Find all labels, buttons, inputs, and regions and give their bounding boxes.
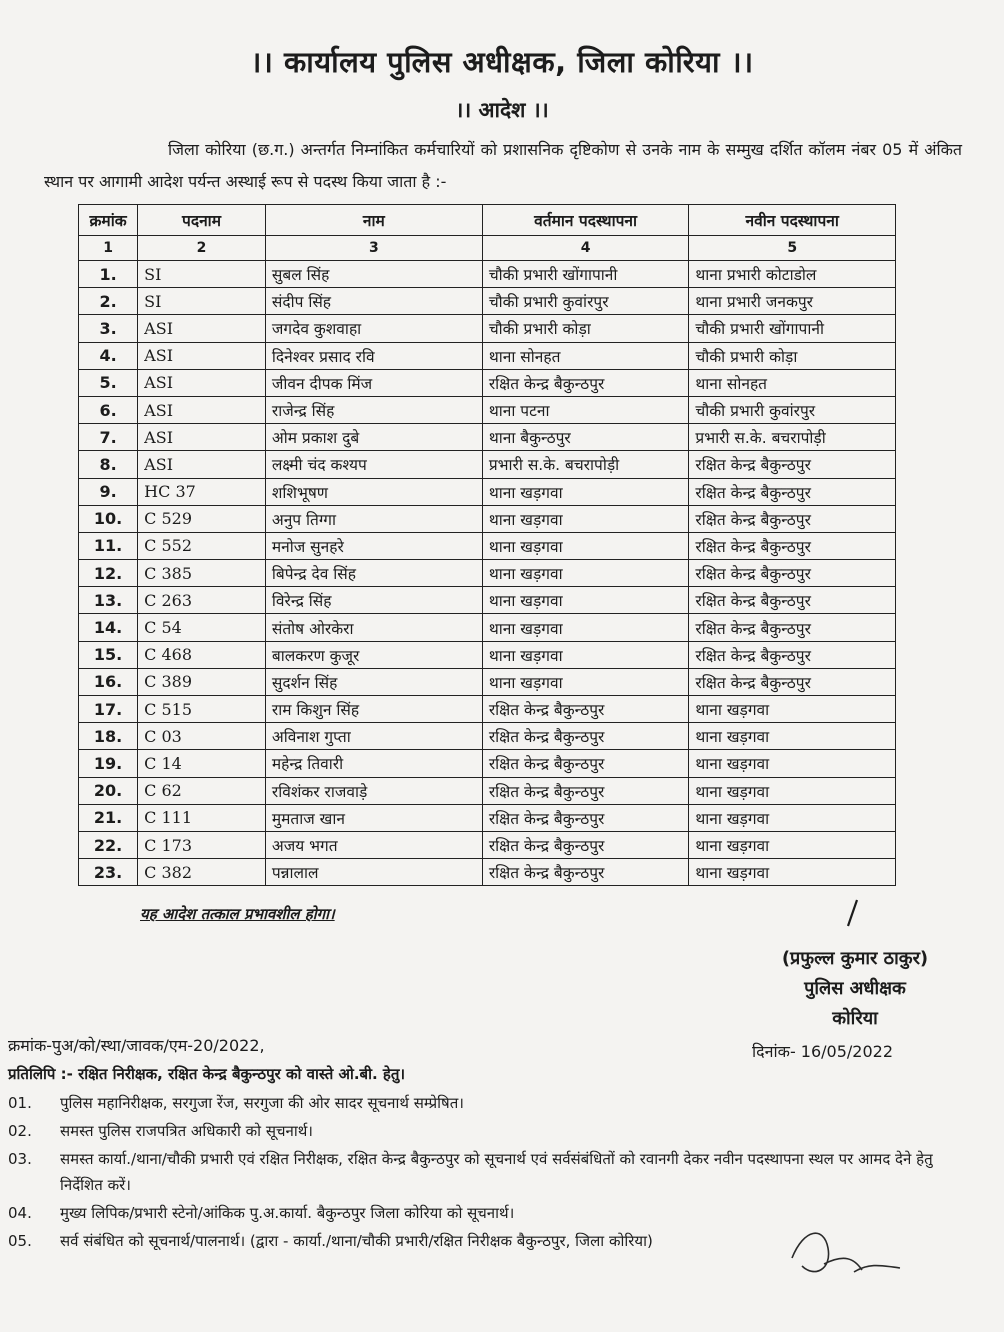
table-row <box>79 614 896 641</box>
rank-cell: C 54 <box>138 614 266 641</box>
new-posting-cell: थाना खड़गवा <box>689 750 896 777</box>
current-posting-cell: थाना पटना <box>482 396 689 423</box>
current-posting-cell: रक्षित केन्द्र बैकुन्ठपुर <box>482 750 689 777</box>
rank-cell: C 173 <box>138 831 266 858</box>
effective-notice: यह आदेश तत्काल प्रभावशील होगा। <box>140 905 335 923</box>
column-number: 1 <box>79 236 138 261</box>
serial-cell: 4. <box>79 342 138 369</box>
rank-cell: C 111 <box>138 804 266 831</box>
current-posting-cell: थाना खड़गवा <box>482 587 689 614</box>
handwritten-signature <box>784 1218 904 1288</box>
serial-cell: 17. <box>79 696 138 723</box>
serial-cell: 23. <box>79 859 138 886</box>
new-posting-cell: प्रभारी स.के. बचरापोड़ी <box>689 424 896 451</box>
serial-cell: 1. <box>79 261 138 288</box>
intro-paragraph: जिला कोरिया (छ.ग.) अन्तर्गत निम्नांकित कर्मचारियों को प्रशासनिक दृष्टिकोण से उनके नाम के सम्मुख दर्शित कॉलम नंबर 05 में अंकित स्थान पर आगामी आदेश पर्यन्त अस्थाई रूप से पदस्थ किया जाता है :- <box>44 140 962 191</box>
serial-cell: 22. <box>79 831 138 858</box>
rank-cell: HC 37 <box>138 478 266 505</box>
current-posting-cell: थाना सोनहत <box>482 342 689 369</box>
name-cell: अविनाश गुप्ता <box>265 723 482 750</box>
signatory-place: कोरिया <box>832 1008 878 1029</box>
name-cell: मुमताज खान <box>265 804 482 831</box>
rank-cell: C 468 <box>138 641 266 668</box>
table-header-row <box>79 205 896 236</box>
signature-mark <box>844 898 860 928</box>
list-item-number: 01. <box>8 1094 32 1112</box>
list-item-text: समस्त पुलिस राजपत्रित अधिकारी को सूचनार्थ। <box>60 1122 313 1140</box>
table-row <box>79 560 896 587</box>
new-posting-cell: थाना खड़गवा <box>689 804 896 831</box>
table-row <box>79 342 896 369</box>
rank-cell: C 03 <box>138 723 266 750</box>
reference-number: क्रमांक-पुअ/को/स्था/जावक/एम-20/2022, <box>8 1036 265 1055</box>
table-row <box>79 505 896 532</box>
list-item-text: सर्व संबंधित को सूचनार्थ/पालनार्थ। (द्वारा - कार्या./थाना/चौकी प्रभारी/रक्षित निरीक्षक बैकुन्ठपुर, जिला कोरिया) <box>60 1232 653 1250</box>
table-row <box>79 369 896 396</box>
table-row <box>79 723 896 750</box>
serial-cell: 10. <box>79 505 138 532</box>
rank-cell: ASI <box>138 424 266 451</box>
name-cell: पन्नालाल <box>265 859 482 886</box>
current-posting-cell: थाना खड़गवा <box>482 532 689 559</box>
new-posting-cell: रक्षित केन्द्र बैकुन्ठपुर <box>689 587 896 614</box>
rank-cell: C 552 <box>138 532 266 559</box>
list-item-number: 02. <box>8 1122 32 1140</box>
serial-cell: 20. <box>79 777 138 804</box>
rank-cell: C 529 <box>138 505 266 532</box>
list-item <box>8 1146 958 1198</box>
office-title: ।। कार्यालय पुलिस अधीक्षक, जिला कोरिया ।। <box>250 45 754 79</box>
list-item-number: 03. <box>8 1150 32 1168</box>
name-cell: ओम प्रकाश दुबे <box>265 424 482 451</box>
list-item-text: समस्त कार्या./थाना/चौकी प्रभारी एवं रक्षित निरीक्षक, रक्षित केन्द्र बैकुन्ठपुर को सूचनार्थ एवं सर्वसंबंधितों को रवानगी देकर नवीन पदस्थापना स्थल पर आमद देने हेतु निर्देशित करें। <box>60 1150 933 1194</box>
name-cell: जीवन दीपक मिंज <box>265 369 482 396</box>
table-row <box>79 831 896 858</box>
list-item-text: पुलिस महानिरीक्षक, सरगुजा रेंज, सरगुजा की ओर सादर सूचनार्थ सम्प्रेषित। <box>60 1094 464 1112</box>
signatory-name: (प्रफुल्ल कुमार ठाकुर) <box>781 948 929 969</box>
column-number: 3 <box>265 236 482 261</box>
name-cell: मनोज सुनहरे <box>265 532 482 559</box>
name-cell: राजेन्द्र सिंह <box>265 396 482 423</box>
serial-cell: 16. <box>79 668 138 695</box>
rank-cell: ASI <box>138 396 266 423</box>
name-cell: सुदर्शन सिंह <box>265 668 482 695</box>
current-posting-cell: रक्षित केन्द्र बैकुन्ठपुर <box>482 696 689 723</box>
new-posting-cell: रक्षित केन्द्र बैकुन्ठपुर <box>689 478 896 505</box>
new-posting-cell: रक्षित केन्द्र बैकुन्ठपुर <box>689 532 896 559</box>
copy-to-line: प्रतिलिपि :- रक्षित निरीक्षक, रक्षित केन्द्र बैकुन्ठपुर को वास्ते ओ.बी. हेतु। <box>8 1065 406 1083</box>
table-row <box>79 696 896 723</box>
serial-cell: 9. <box>79 478 138 505</box>
new-posting-cell: रक्षित केन्द्र बैकुन्ठपुर <box>689 451 896 478</box>
table-row <box>79 396 896 423</box>
name-cell: अनुप तिग्गा <box>265 505 482 532</box>
new-posting-cell: चौकी प्रभारी कोड़ा <box>689 342 896 369</box>
rank-cell: ASI <box>138 342 266 369</box>
new-posting-cell: थाना प्रभारी कोटाडोल <box>689 261 896 288</box>
rank-cell: C 62 <box>138 777 266 804</box>
new-posting-cell: थाना सोनहत <box>689 369 896 396</box>
new-posting-cell: थाना खड़गवा <box>689 859 896 886</box>
current-posting-cell: रक्षित केन्द्र बैकुन्ठपुर <box>482 859 689 886</box>
current-posting-cell: रक्षित केन्द्र बैकुन्ठपुर <box>482 723 689 750</box>
current-posting-cell: रक्षित केन्द्र बैकुन्ठपुर <box>482 369 689 396</box>
table-row <box>79 668 896 695</box>
current-posting-cell: रक्षित केन्द्र बैकुन्ठपुर <box>482 831 689 858</box>
name-cell: विरेन्द्र सिंह <box>265 587 482 614</box>
rank-cell: C 515 <box>138 696 266 723</box>
column-number: 4 <box>482 236 689 261</box>
name-cell: जगदेव कुशवाहा <box>265 315 482 342</box>
list-item-text: मुख्य लिपिक/प्रभारी स्टेनो/आंकिक पु.अ.कार्या. बैकुन्ठपुर जिला कोरिया को सूचनार्थ। <box>60 1204 515 1222</box>
name-cell: संदीप सिंह <box>265 288 482 315</box>
header-serial: क्रमांक <box>79 205 138 236</box>
new-posting-cell: रक्षित केन्द्र बैकुन्ठपुर <box>689 614 896 641</box>
rank-cell: C 382 <box>138 859 266 886</box>
column-number: 2 <box>138 236 266 261</box>
current-posting-cell: रक्षित केन्द्र बैकुन्ठपुर <box>482 804 689 831</box>
serial-cell: 3. <box>79 315 138 342</box>
rank-cell: C 263 <box>138 587 266 614</box>
new-posting-cell: थाना खड़गवा <box>689 831 896 858</box>
serial-cell: 21. <box>79 804 138 831</box>
table-row <box>79 451 896 478</box>
transfer-table <box>78 204 896 886</box>
name-cell: राम किशुन सिंह <box>265 696 482 723</box>
table-row <box>79 424 896 451</box>
name-cell: बिपेन्द्र देव सिंह <box>265 560 482 587</box>
current-posting-cell: थाना खड़गवा <box>482 614 689 641</box>
new-posting-cell: थाना प्रभारी जनकपुर <box>689 288 896 315</box>
rank-cell: C 385 <box>138 560 266 587</box>
rank-cell: ASI <box>138 315 266 342</box>
table-row <box>79 288 896 315</box>
name-cell: महेन्द्र तिवारी <box>265 750 482 777</box>
current-posting-cell: चौकी प्रभारी खोंगापानी <box>482 261 689 288</box>
new-posting-cell: चौकी प्रभारी कुवांरपुर <box>689 396 896 423</box>
table-row <box>79 804 896 831</box>
new-posting-cell: रक्षित केन्द्र बैकुन्ठपुर <box>689 641 896 668</box>
serial-cell: 14. <box>79 614 138 641</box>
serial-cell: 12. <box>79 560 138 587</box>
new-posting-cell: रक्षित केन्द्र बैकुन्ठपुर <box>689 505 896 532</box>
serial-cell: 5. <box>79 369 138 396</box>
table-row <box>79 478 896 505</box>
current-posting-cell: थाना खड़गवा <box>482 641 689 668</box>
header-current-posting: वर्तमान पदस्थापना <box>482 205 689 236</box>
rank-cell: SI <box>138 261 266 288</box>
new-posting-cell: थाना खड़गवा <box>689 723 896 750</box>
rank-cell: C 389 <box>138 668 266 695</box>
current-posting-cell: चौकी प्रभारी कुवांरपुर <box>482 288 689 315</box>
current-posting-cell: थाना खड़गवा <box>482 560 689 587</box>
order-heading: ।। आदेश ।। <box>455 98 549 122</box>
name-cell: शशिभूषण <box>265 478 482 505</box>
new-posting-cell: थाना खड़गवा <box>689 696 896 723</box>
rank-cell: SI <box>138 288 266 315</box>
current-posting-cell: रक्षित केन्द्र बैकुन्ठपुर <box>482 777 689 804</box>
serial-cell: 18. <box>79 723 138 750</box>
table-row <box>79 859 896 886</box>
list-item <box>8 1118 958 1144</box>
name-cell: संतोष ओरकेरा <box>265 614 482 641</box>
table-row <box>79 777 896 804</box>
signatory-designation: पुलिस अधीक्षक <box>804 978 906 999</box>
column-number: 5 <box>689 236 896 261</box>
name-cell: रविशंकर राजवाड़े <box>265 777 482 804</box>
serial-cell: 13. <box>79 587 138 614</box>
rank-cell: C 14 <box>138 750 266 777</box>
current-posting-cell: चौकी प्रभारी कोड़ा <box>482 315 689 342</box>
serial-cell: 8. <box>79 451 138 478</box>
serial-cell: 15. <box>79 641 138 668</box>
name-cell: बालकरण कुजूर <box>265 641 482 668</box>
list-item-number: 05. <box>8 1232 32 1250</box>
table-row <box>79 641 896 668</box>
column-number-row <box>79 236 896 261</box>
new-posting-cell: चौकी प्रभारी खोंगापानी <box>689 315 896 342</box>
serial-cell: 7. <box>79 424 138 451</box>
list-item-number: 04. <box>8 1204 32 1222</box>
current-posting-cell: थाना बैकुन्ठपुर <box>482 424 689 451</box>
rank-cell: ASI <box>138 369 266 396</box>
table-row <box>79 315 896 342</box>
current-posting-cell: थाना खड़गवा <box>482 668 689 695</box>
new-posting-cell: थाना खड़गवा <box>689 777 896 804</box>
table-row <box>79 587 896 614</box>
new-posting-cell: रक्षित केन्द्र बैकुन्ठपुर <box>689 668 896 695</box>
table-row <box>79 261 896 288</box>
list-item <box>8 1090 958 1116</box>
header-name: नाम <box>265 205 482 236</box>
new-posting-cell: रक्षित केन्द्र बैकुन्ठपुर <box>689 560 896 587</box>
table-row <box>79 532 896 559</box>
serial-cell: 2. <box>79 288 138 315</box>
name-cell: लक्ष्मी चंद कश्यप <box>265 451 482 478</box>
order-date: दिनांक- 16/05/2022 <box>752 1042 894 1061</box>
name-cell: सुबल सिंह <box>265 261 482 288</box>
header-rank: पदनाम <box>138 205 266 236</box>
serial-cell: 11. <box>79 532 138 559</box>
current-posting-cell: थाना खड़गवा <box>482 505 689 532</box>
signature-block <box>760 944 950 1034</box>
name-cell: दिनेश्वर प्रसाद रवि <box>265 342 482 369</box>
header-new-posting: नवीन पदस्थापना <box>689 205 896 236</box>
table-row <box>79 750 896 777</box>
rank-cell: ASI <box>138 451 266 478</box>
current-posting-cell: थाना खड़गवा <box>482 478 689 505</box>
current-posting-cell: प्रभारी स.के. बचरापोड़ी <box>482 451 689 478</box>
serial-cell: 19. <box>79 750 138 777</box>
serial-cell: 6. <box>79 396 138 423</box>
name-cell: अजय भगत <box>265 831 482 858</box>
